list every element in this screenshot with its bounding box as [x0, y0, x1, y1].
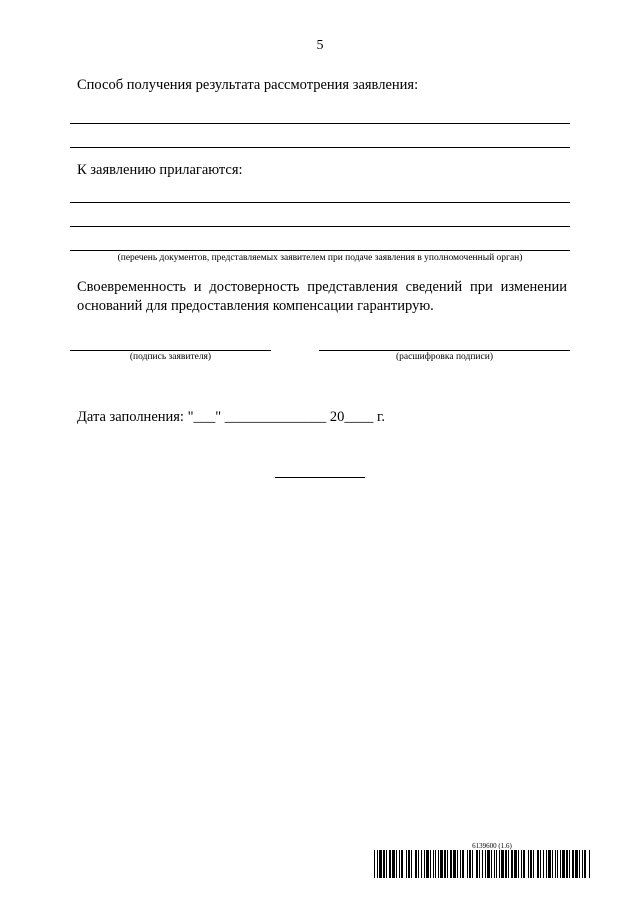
- fill-date[interactable]: Дата заполнения: "___" ______________ 20____ г.: [77, 409, 385, 425]
- signature-decoding-fill-line[interactable]: [319, 350, 570, 351]
- result-method-label: Способ получения результата рассмотрения заявления:: [77, 77, 419, 93]
- guarantee-statement: [77, 278, 567, 316]
- result-method-fill-line-2[interactable]: [70, 147, 570, 148]
- attachments-fill-line-3[interactable]: [70, 250, 570, 251]
- result-method-fill-line-1[interactable]: [70, 123, 570, 124]
- attachments-fill-line-2[interactable]: [70, 226, 570, 227]
- guarantee-line-2: оснований для предоставления компенсации гарантирую.: [77, 298, 434, 314]
- attachments-caption: (перечень документов, представляемых заявителем при подаче заявления в уполномоченный орган): [117, 253, 523, 263]
- attachments-label: К заявлению прилагаются:: [77, 162, 243, 178]
- page-number: 5: [316, 38, 324, 53]
- signature-decoding-caption: (расшифровка подписи): [396, 352, 493, 362]
- form-code: 6139600 (1.6): [472, 842, 512, 850]
- barcode-icon: [374, 850, 590, 878]
- signature-fill-line[interactable]: [70, 350, 271, 351]
- end-separator-line: [275, 477, 365, 478]
- signature-caption: (подпись заявителя): [129, 352, 212, 362]
- guarantee-line-1: Своевременность и достоверность представления сведений при изменении: [77, 279, 567, 295]
- attachments-fill-line-1[interactable]: [70, 202, 570, 203]
